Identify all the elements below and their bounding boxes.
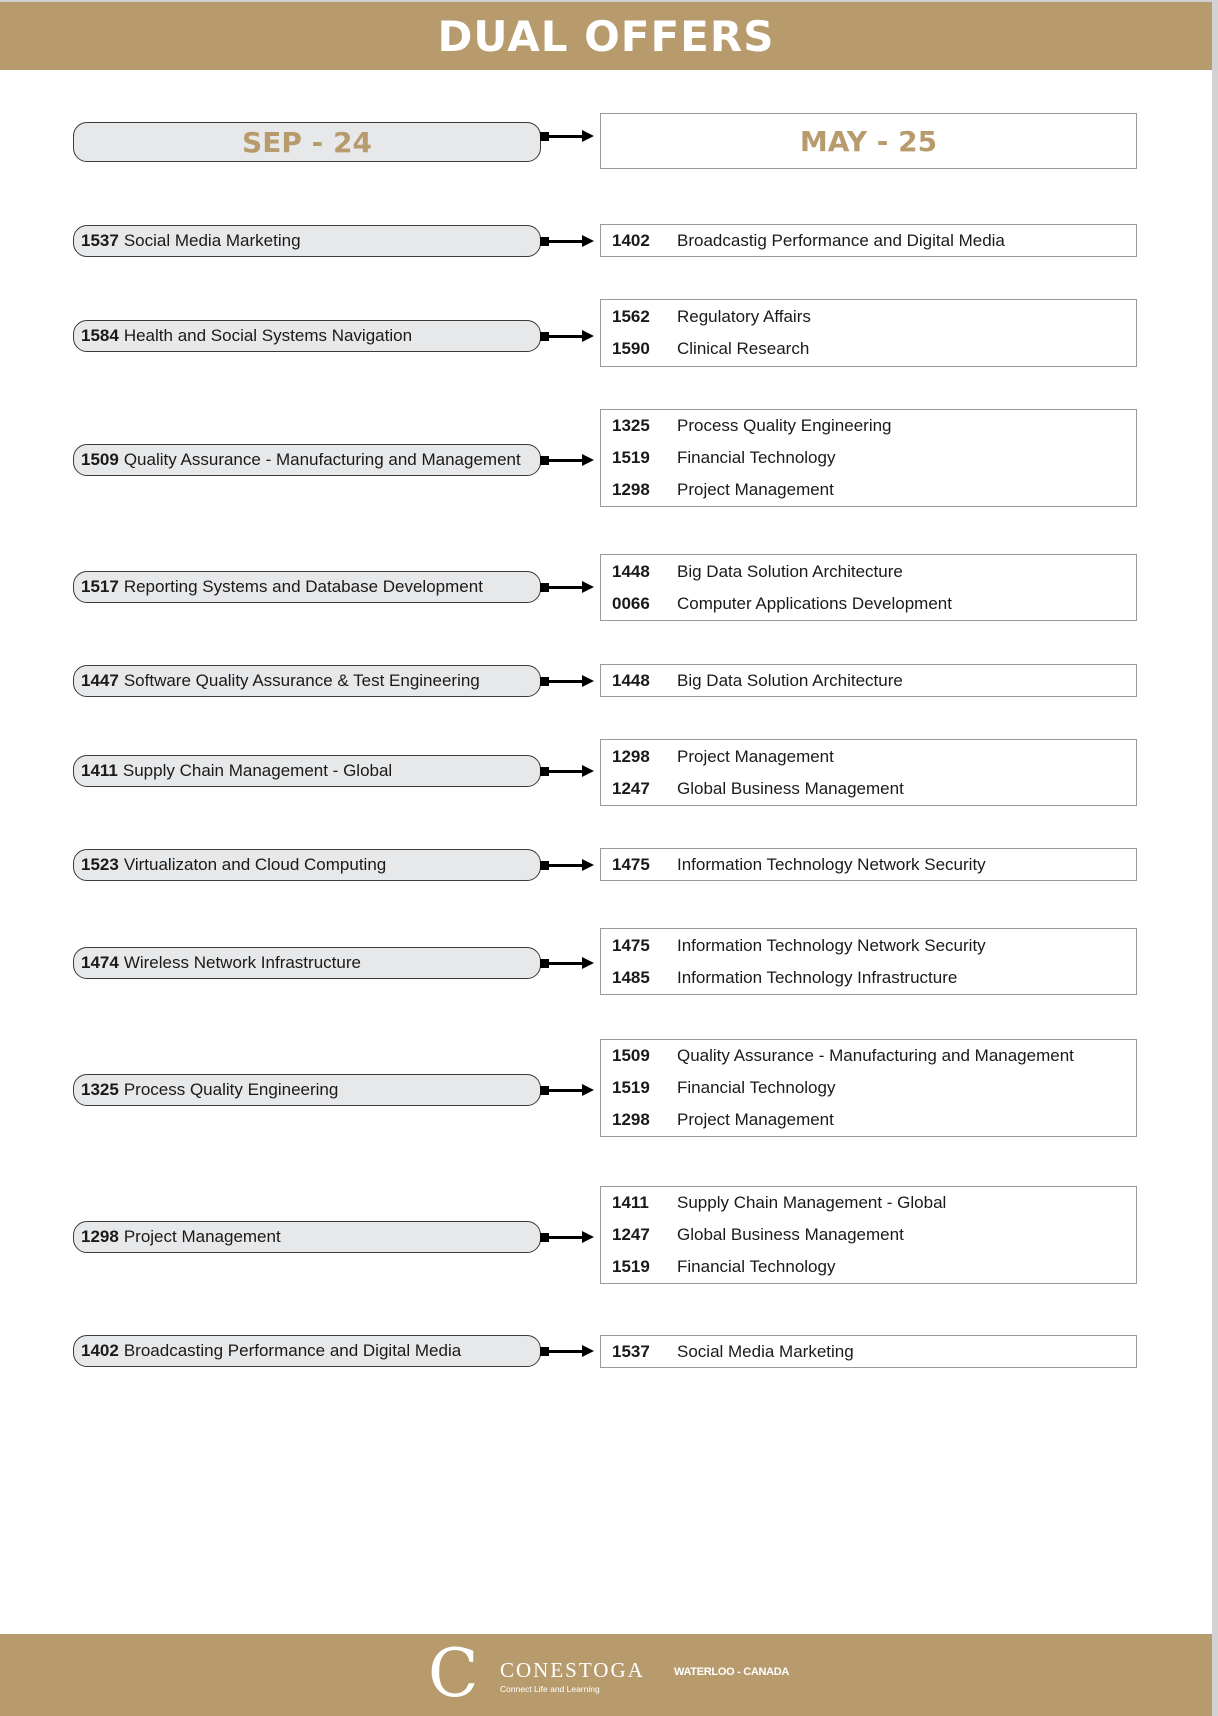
source-program-code: 1411 xyxy=(81,761,118,780)
arrow-icon xyxy=(540,1230,594,1244)
target-programs-box xyxy=(600,664,1137,697)
source-program-pill xyxy=(73,1074,541,1106)
source-program-code: 1584 xyxy=(81,326,119,345)
target-program-row xyxy=(601,930,1136,962)
target-program-code: 0066 xyxy=(612,593,650,613)
target-program-name: Project Management xyxy=(677,1110,834,1129)
target-program-code: 1448 xyxy=(612,561,650,581)
source-program-code: 1474 xyxy=(81,953,119,972)
target-program-name: Information Technology Infrastructure xyxy=(677,967,958,987)
target-program-code: 1475 xyxy=(612,854,650,874)
location-label: WATERLOO - CANADA xyxy=(674,1666,790,1678)
source-program-name: Project Management xyxy=(123,1227,281,1246)
source-program-pill xyxy=(73,755,541,787)
source-program-pill xyxy=(73,225,541,257)
title-banner xyxy=(0,2,1212,70)
target-program-row xyxy=(601,962,1136,994)
target-program-name: Process Quality Engineering xyxy=(677,416,892,435)
target-program-row xyxy=(601,442,1136,474)
brand-tagline: Connect Life and Learning xyxy=(500,1684,600,1694)
target-program-name: Social Media Marketing xyxy=(677,1341,854,1361)
target-program-name: Quality Assurance - Manufacturing and Management xyxy=(677,1046,1074,1065)
source-program-code: 1298 xyxy=(81,1227,119,1246)
source-program-name: Wireless Network Infrastructure xyxy=(123,953,361,972)
source-program-name: Supply Chain Management - Global xyxy=(122,761,393,780)
target-program-row xyxy=(601,1072,1136,1104)
arrow-icon xyxy=(540,453,594,467)
target-program-code: 1485 xyxy=(612,967,650,987)
target-program-code: 1402 xyxy=(612,230,650,250)
target-program-code: 1247 xyxy=(612,778,650,798)
target-program-row xyxy=(601,225,1136,256)
target-programs-box xyxy=(600,224,1137,257)
source-program-code: 1447 xyxy=(81,671,119,690)
source-program-code: 1523 xyxy=(81,855,119,874)
target-program-row xyxy=(601,556,1136,588)
target-program-name: Information Technology Network Security xyxy=(677,935,986,955)
source-program-pill xyxy=(73,1335,541,1367)
target-program-name: Information Technology Network Security xyxy=(677,854,986,874)
source-program-pill xyxy=(73,947,541,979)
target-program-row xyxy=(601,588,1136,620)
source-program-pill xyxy=(73,320,541,352)
target-program-row xyxy=(601,741,1136,773)
arrow-icon xyxy=(540,1083,594,1097)
target-program-name: Broadcastig Performance and Digital Media xyxy=(677,230,1005,250)
page-title: DUAL OFFERS xyxy=(437,11,775,61)
target-program-name: Global Business Management xyxy=(677,1225,904,1244)
source-program-code: 1509 xyxy=(81,450,119,469)
source-program-pill xyxy=(73,444,541,476)
target-program-name: Computer Applications Development xyxy=(677,593,952,613)
target-programs-box xyxy=(600,554,1137,621)
target-program-name: Clinical Research xyxy=(677,339,810,358)
target-program-code: 1298 xyxy=(612,480,650,499)
target-program-code: 1298 xyxy=(612,746,650,766)
arrow-icon xyxy=(540,674,594,688)
target-program-code: 1448 xyxy=(612,670,650,690)
target-program-row xyxy=(601,773,1136,805)
target-program-row xyxy=(601,1187,1136,1219)
target-program-code: 1537 xyxy=(612,1341,650,1361)
source-program-pill xyxy=(73,1221,541,1253)
arrow-icon xyxy=(540,129,594,143)
target-program-row xyxy=(601,301,1136,333)
target-programs-box xyxy=(600,1186,1137,1284)
target-program-name: Big Data Solution Architecture xyxy=(677,670,903,690)
target-program-row xyxy=(601,1251,1136,1283)
target-programs-box xyxy=(600,299,1137,367)
target-program-code: 1562 xyxy=(612,307,650,326)
conestoga-logo-icon: C xyxy=(428,1635,479,1712)
brand-name: CONESTOGA xyxy=(500,1658,645,1682)
target-programs-box xyxy=(600,409,1137,507)
target-program-code: 1247 xyxy=(612,1225,650,1244)
target-programs-box xyxy=(600,928,1137,995)
arrow-icon xyxy=(540,234,594,248)
target-programs-box xyxy=(600,1039,1137,1137)
target-program-name: Project Management xyxy=(677,480,834,499)
source-program-code: 1325 xyxy=(81,1080,119,1099)
source-program-name: Health and Social Systems Navigation xyxy=(123,326,413,345)
target-program-name: Financial Technology xyxy=(677,448,836,467)
target-program-name: Global Business Management xyxy=(677,778,904,798)
arrow-icon xyxy=(540,580,594,594)
target-program-name: Supply Chain Management - Global xyxy=(677,1193,947,1212)
target-program-code: 1509 xyxy=(612,1046,650,1065)
arrow-icon xyxy=(540,858,594,872)
target-program-row xyxy=(601,410,1136,442)
source-program-pill xyxy=(73,849,541,881)
target-program-code: 1298 xyxy=(612,1110,650,1129)
target-program-row xyxy=(601,333,1136,365)
target-program-code: 1519 xyxy=(612,1078,650,1097)
target-program-name: Regulatory Affairs xyxy=(677,307,811,326)
source-program-name: Software Quality Assurance & Test Engineering xyxy=(123,671,480,690)
target-program-code: 1519 xyxy=(612,1257,650,1276)
target-programs-box xyxy=(600,739,1137,806)
source-program-name: Social Media Marketing xyxy=(123,231,301,250)
target-program-code: 1475 xyxy=(612,935,650,955)
column-header-left-label: SEP - 24 xyxy=(242,125,372,159)
source-program-code: 1402 xyxy=(81,1341,119,1360)
source-program-name: Process Quality Engineering xyxy=(123,1080,339,1099)
target-program-code: 1590 xyxy=(612,339,650,358)
target-program-name: Project Management xyxy=(677,746,834,766)
target-program-code: 1411 xyxy=(612,1193,649,1212)
target-programs-box xyxy=(600,848,1137,881)
column-header-sep-24 xyxy=(73,122,541,162)
target-program-code: 1325 xyxy=(612,416,650,435)
target-program-row xyxy=(601,665,1136,696)
target-programs-box xyxy=(600,1335,1137,1368)
target-program-row xyxy=(601,1219,1136,1251)
source-program-pill xyxy=(73,571,541,603)
target-program-name: Big Data Solution Architecture xyxy=(677,561,903,581)
arrow-icon xyxy=(540,1344,594,1358)
page-right-border xyxy=(1212,0,1218,1716)
arrow-icon xyxy=(540,956,594,970)
source-program-code: 1517 xyxy=(81,577,119,596)
target-program-row xyxy=(601,1336,1136,1367)
target-program-row xyxy=(601,849,1136,880)
footer-banner xyxy=(0,1634,1212,1716)
arrow-icon xyxy=(540,329,594,343)
source-program-name: Reporting Systems and Database Development xyxy=(123,577,483,596)
source-program-name: Virtualizaton and Cloud Computing xyxy=(123,855,387,874)
target-program-name: Financial Technology xyxy=(677,1257,836,1276)
source-program-name: Broadcasting Performance and Digital Media xyxy=(123,1341,462,1360)
target-program-name: Financial Technology xyxy=(677,1078,836,1097)
column-header-right-label: MAY - 25 xyxy=(799,124,938,158)
target-program-row xyxy=(601,1104,1136,1136)
target-program-row xyxy=(601,1040,1136,1072)
target-program-row xyxy=(601,474,1136,506)
source-program-pill xyxy=(73,665,541,697)
target-program-code: 1519 xyxy=(612,448,650,467)
source-program-code: 1537 xyxy=(81,231,119,250)
source-program-name: Quality Assurance - Manufacturing and Management xyxy=(123,450,521,469)
arrow-icon xyxy=(540,764,594,778)
column-header-may-25 xyxy=(600,113,1137,169)
